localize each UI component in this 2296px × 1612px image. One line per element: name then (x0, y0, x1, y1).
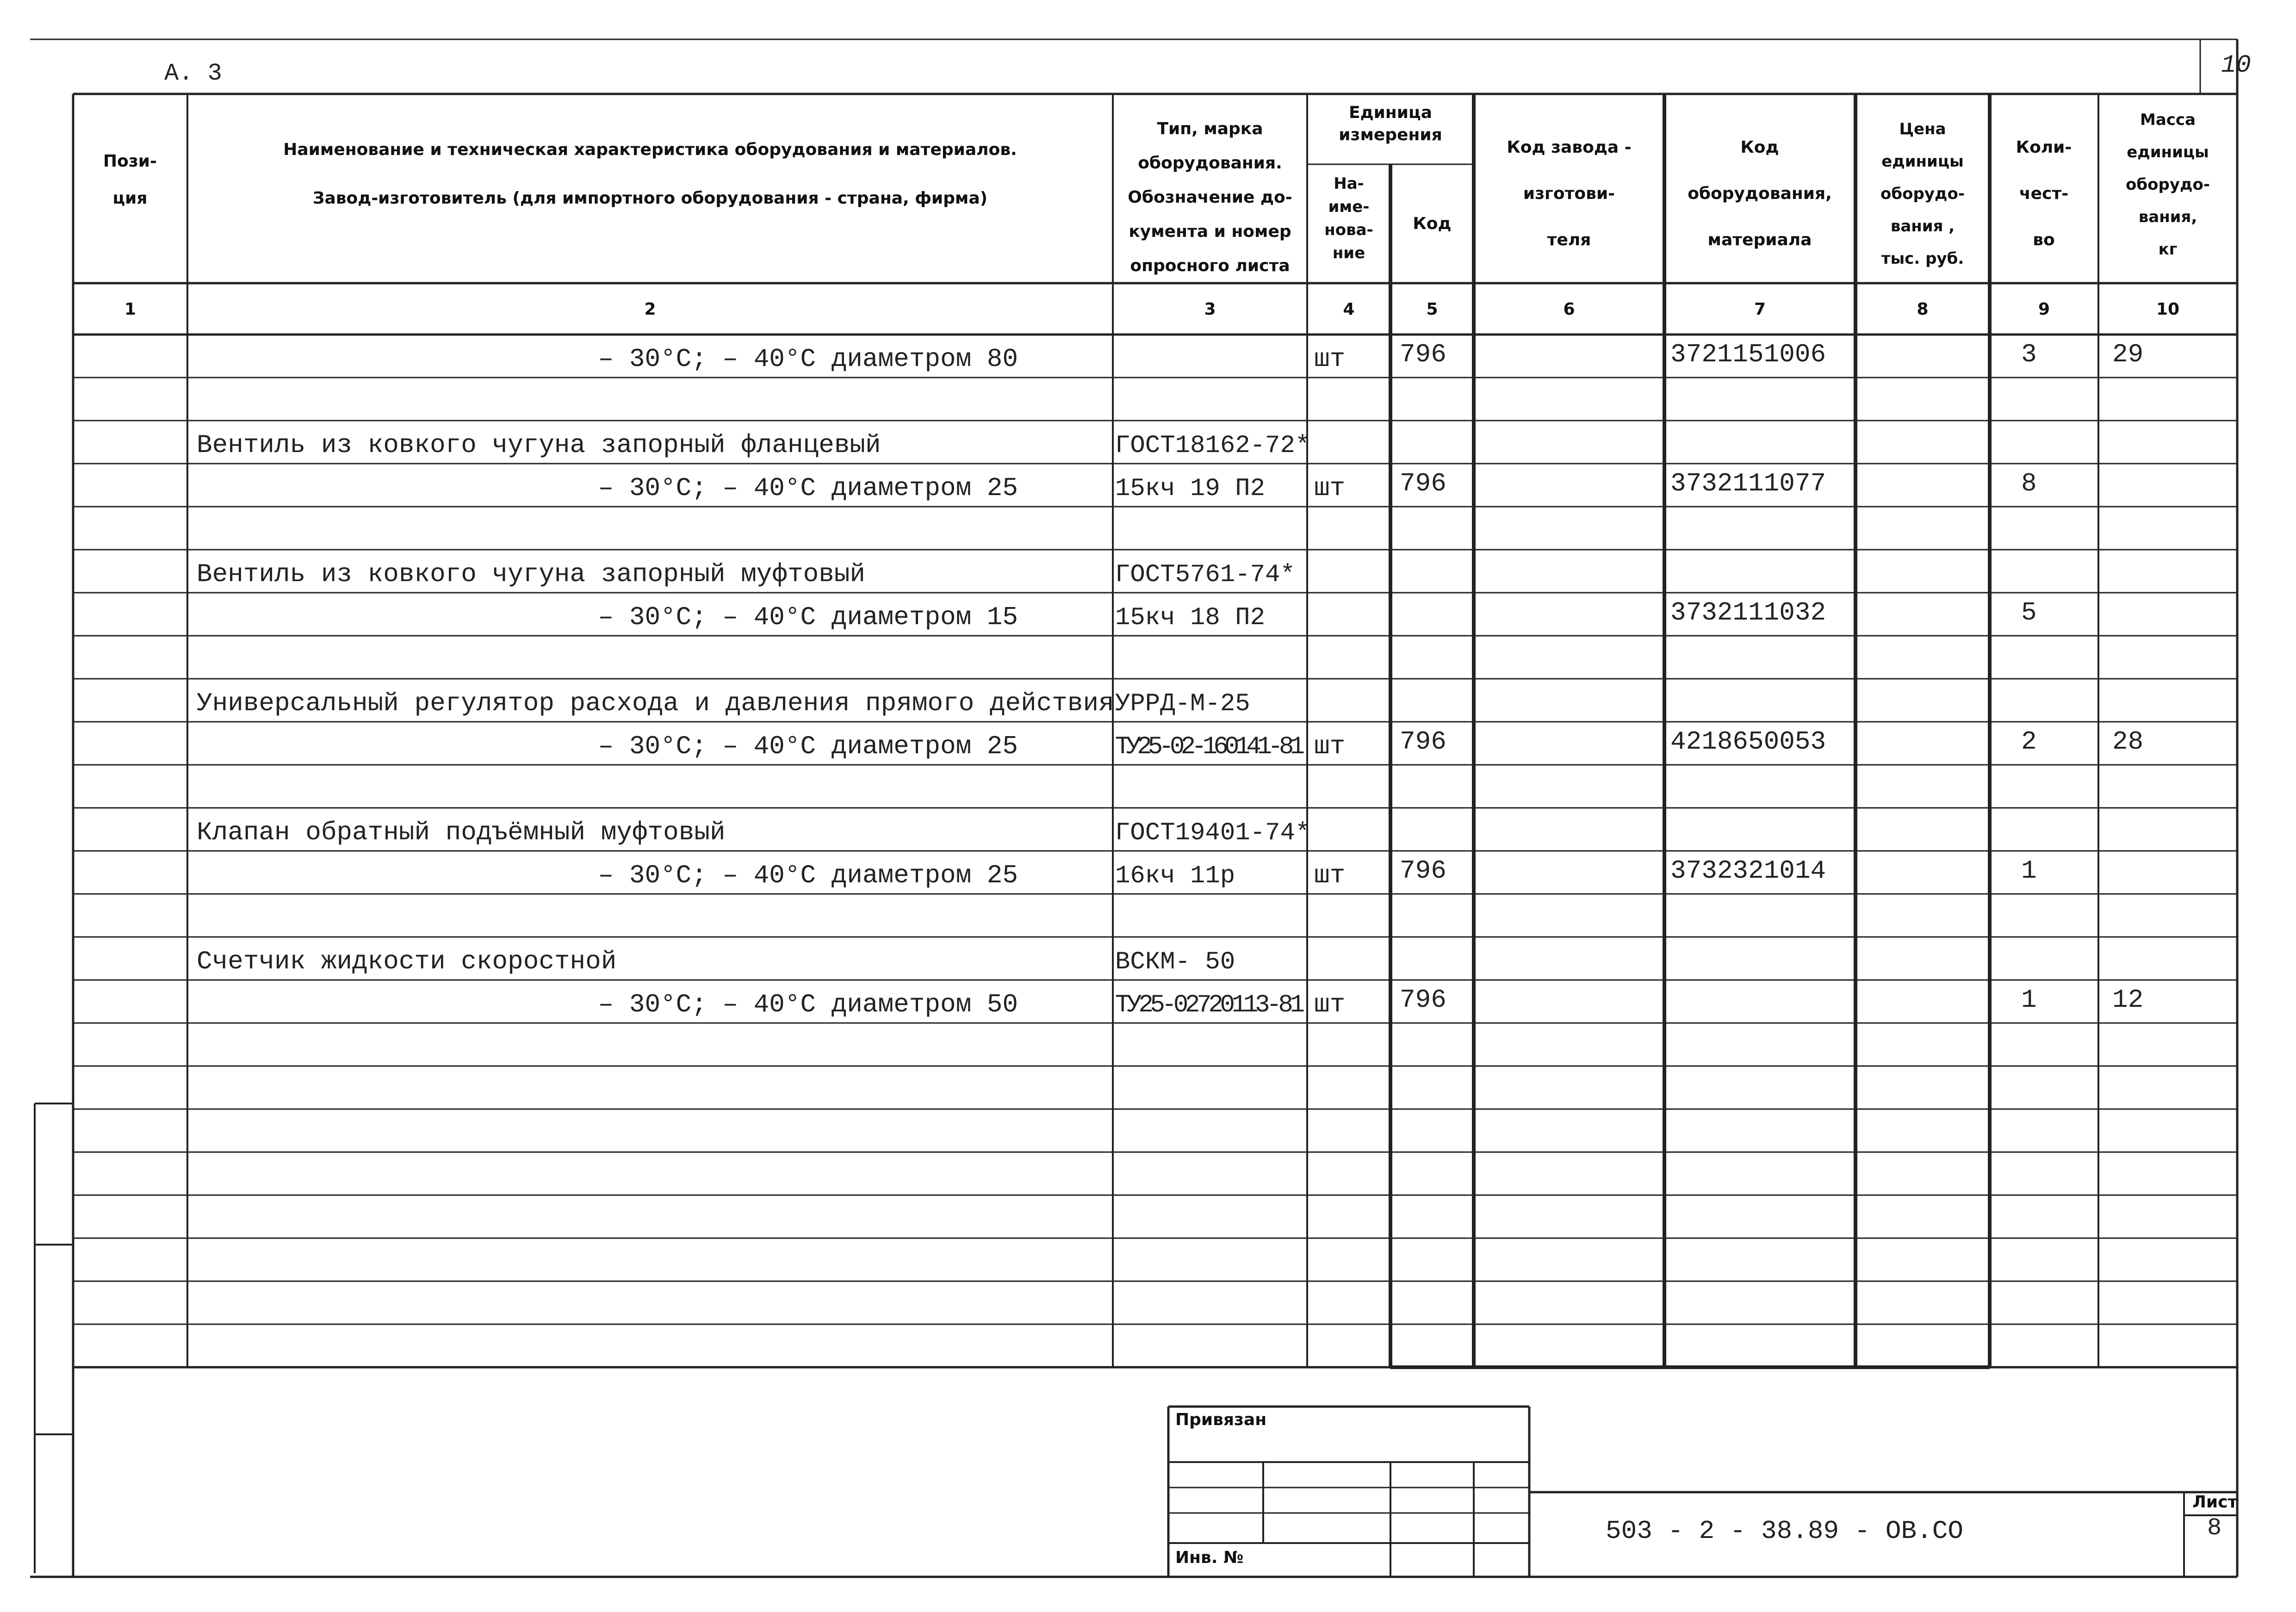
header-unit-code: Код (1413, 214, 1452, 233)
header-name: Наименование и техническая характеристика оборудования и материалов. (283, 140, 1017, 159)
header-price: вания , (1890, 217, 1955, 236)
item-name-cell: Вентиль из ковкого чугуна запорный муфтовый (197, 559, 866, 589)
header-type: опросного листа (1130, 256, 1290, 275)
column-number: 9 (2038, 300, 2050, 319)
header-unit-name: нова- (1324, 221, 1373, 239)
item-name-cell: – 30°С; – 40°С диаметром 50 (598, 990, 1018, 1019)
header-plant-code: изготови- (1523, 184, 1615, 203)
quantity-cell: 8 (2021, 469, 2037, 498)
bound-label: Привязан (1175, 1410, 1267, 1429)
unit-cell: шт (1314, 732, 1346, 761)
column-number: 1 (124, 300, 137, 319)
column-number: 4 (1343, 300, 1355, 319)
header-type: Тип, марка (1157, 119, 1263, 138)
type-cell: 16кч 11р (1115, 862, 1235, 890)
type-cell: ГОСТ19401-74* (1115, 819, 1310, 847)
column-number: 6 (1563, 300, 1575, 319)
header-position: Пози- (103, 152, 157, 171)
item-name-cell: Клапан обратный подъёмный муфтовый (197, 818, 726, 847)
inventory-number-label: Инв. № (1175, 1548, 1244, 1567)
column-number: 3 (1204, 300, 1216, 319)
unit-code-cell: 796 (1400, 727, 1446, 756)
header-mass: оборудо- (2126, 175, 2210, 194)
header-unit-group: Единица (1349, 103, 1432, 122)
header-price: оборудо- (1880, 185, 1965, 203)
quantity-cell: 1 (2021, 985, 2037, 1015)
header-mass: Масса (2140, 111, 2196, 129)
header-type: оборудования. (1138, 154, 1282, 173)
item-name-cell: – 30°С; – 40°С диаметром 25 (598, 861, 1018, 890)
header-equipment-code: материала (1707, 230, 1812, 249)
header-unit-name: ние (1332, 244, 1365, 262)
item-name-cell: Универсальный регулятор расхода и давления прямого действия (197, 688, 1114, 718)
unit-cell: шт (1314, 990, 1346, 1019)
column-number: 10 (2156, 300, 2180, 319)
header-equipment-code: Код (1740, 138, 1779, 157)
equipment-code-cell: 3732321014 (1670, 856, 1826, 886)
unit-cell: шт (1314, 473, 1346, 503)
item-name-cell: – 30°С; – 40°С диаметром 80 (598, 344, 1018, 374)
unit-cell: шт (1314, 344, 1346, 374)
header-price: Цена (1899, 120, 1946, 138)
type-cell: УРРД-М-25 (1115, 690, 1250, 718)
equipment-code-cell: 3732111077 (1670, 469, 1826, 498)
quantity-cell: 3 (2021, 340, 2037, 369)
header-type: Обозначение до- (1128, 188, 1292, 207)
column-number: 8 (1917, 300, 1929, 319)
header-plant-code: Код завода - (1507, 138, 1632, 157)
unit-code-cell: 796 (1400, 985, 1446, 1015)
sheet-label: Лист (2192, 1493, 2238, 1512)
header-quantity: чест- (2019, 184, 2069, 203)
quantity-cell: 2 (2021, 727, 2037, 756)
unit-code-cell: 796 (1400, 340, 1446, 369)
equipment-code-cell: 3732111032 (1670, 598, 1826, 627)
unit-code-cell: 796 (1400, 469, 1446, 498)
equipment-code-cell: 3721151006 (1670, 340, 1826, 369)
column-number: 5 (1426, 300, 1438, 319)
header-equipment-code: оборудования, (1688, 184, 1832, 203)
equipment-code-cell: 4218650053 (1670, 727, 1826, 756)
header-unit-name: име- (1328, 198, 1370, 216)
title-block (164, 51, 2251, 1567)
item-name-cell: Вентиль из ковкого чугуна запорный фланцевый (197, 430, 881, 460)
document-designation: 503 - 2 - 38.89 - ОВ.СО (1606, 1516, 1963, 1546)
table-header (103, 103, 2210, 319)
mass-cell: 12 (2112, 985, 2144, 1015)
item-name-cell: – 30°С; – 40°С диаметром 15 (598, 602, 1018, 632)
quantity-cell: 5 (2021, 598, 2037, 627)
mass-cell: 29 (2112, 340, 2144, 369)
header-mass: вания, (2138, 208, 2197, 226)
unit-cell: шт (1314, 861, 1346, 890)
header-price: единицы (1881, 152, 1964, 171)
type-cell: ВСКМ- 50 (1115, 948, 1235, 976)
unit-code-cell: 796 (1400, 856, 1446, 886)
header-mass: единицы (2127, 143, 2209, 161)
type-cell: ТУ25-02-160141-81 (1115, 733, 1305, 761)
header-unit-name: На- (1334, 174, 1364, 193)
type-cell: ГОСТ5761-74* (1115, 561, 1295, 589)
section-label: А. 3 (164, 60, 222, 87)
item-name-cell: – 30°С; – 40°С диаметром 25 (598, 473, 1018, 503)
mass-cell: 28 (2112, 727, 2144, 756)
header-price: тыс. руб. (1881, 249, 1964, 268)
header-unit-group: измерения (1339, 125, 1442, 144)
header-name: Завод-изготовитель (для импортного оборудования - страна, фирма) (312, 189, 988, 208)
sheet-number: 8 (2207, 1514, 2222, 1542)
quantity-cell: 1 (2021, 856, 2037, 886)
header-position: ция (112, 189, 148, 208)
header-quantity: Коли- (2016, 138, 2072, 157)
header-mass: кг (2158, 240, 2178, 259)
header-plant-code: теля (1547, 230, 1591, 249)
column-number: 2 (644, 300, 656, 319)
item-name-cell: – 30°С; – 40°С диаметром 25 (598, 732, 1018, 761)
header-quantity: во (2033, 230, 2055, 249)
item-name-cell: Счетчик жидкости скоростной (197, 947, 617, 976)
type-cell: 15кч 18 П2 (1115, 604, 1266, 632)
column-number: 7 (1754, 300, 1766, 319)
header-type: кумента и номер (1129, 222, 1291, 241)
type-cell: ГОСТ18162-72* (1115, 432, 1310, 460)
handwritten-page-number: 10 (2221, 51, 2251, 80)
type-cell: ТУ25-02720113-81 (1115, 991, 1305, 1019)
type-cell: 15кч 19 П2 (1115, 475, 1266, 503)
